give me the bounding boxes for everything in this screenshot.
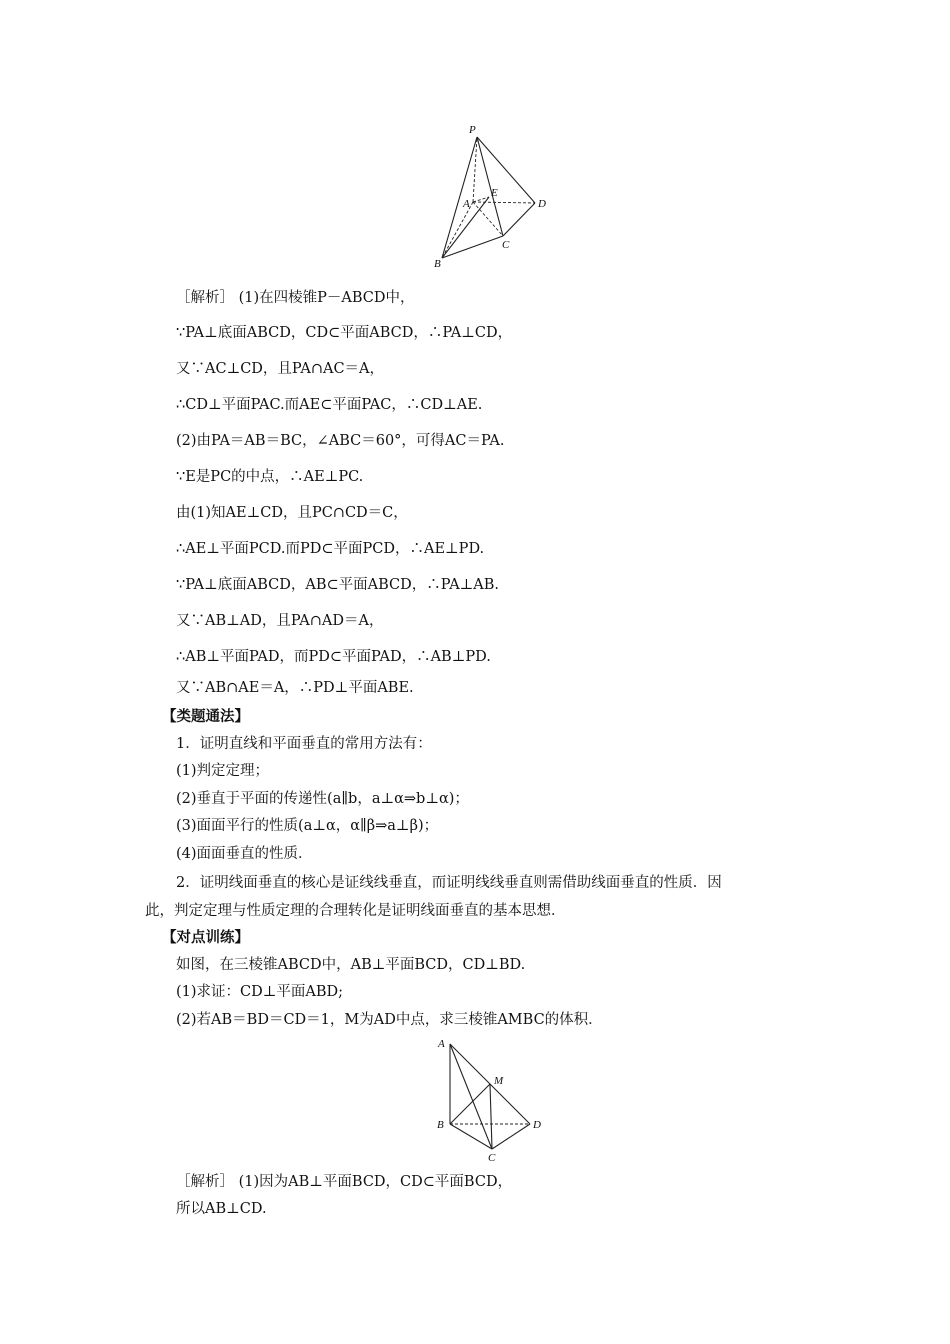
label-p: P xyxy=(469,124,476,136)
solution-line-9: ∵PA⊥底面ABCD，AB⊂平面ABCD，∴PA⊥AB. xyxy=(176,577,500,593)
method-line-4: (3)面面平行的性质(a⊥α，α∥β⇒a⊥β)； xyxy=(176,818,439,834)
label-b2: B xyxy=(437,1119,444,1131)
method-line-6: 2．证明线面垂直的核心是证线线垂直，而证明线线垂直则需借助线面垂直的性质．因 xyxy=(176,875,722,891)
solution-line-10: 又∵AB⊥AD，且PA∩AD＝A， xyxy=(176,613,384,629)
section-heading-practice: 【对点训练】 xyxy=(162,929,249,946)
label-d2: D xyxy=(533,1119,541,1131)
solution2-line-1: ［解析］ (1)因为AB⊥平面BCD，CD⊂平面BCD， xyxy=(176,1174,513,1190)
solution-line-4: ∴CD⊥平面PAC.而AE⊂平面PAC，∴CD⊥AE. xyxy=(176,397,483,413)
solution2-line-2: 所以AB⊥CD. xyxy=(176,1201,267,1217)
solution-line-12: 又∵AB∩AE＝A，∴PD⊥平面ABE. xyxy=(176,680,414,696)
label-a2: A xyxy=(438,1038,445,1050)
label-m: M xyxy=(494,1075,504,1087)
solution-line-6: ∵E是PC的中点，∴AE⊥PC. xyxy=(176,469,364,485)
method-line-7: 此，判定定理与性质定理的合理转化是证明线面垂直的基本思想． xyxy=(145,903,566,919)
method-line-5: (4)面面垂直的性质． xyxy=(176,846,313,862)
label-d: D xyxy=(538,198,546,210)
solution-line-1: ［解析］ (1)在四棱锥P－ABCD中， xyxy=(176,290,415,306)
label-e: E xyxy=(491,187,498,199)
label-c2: C xyxy=(488,1152,496,1164)
method-line-3: (2)垂直于平面的传递性(a∥b，a⊥α⇒b⊥α)； xyxy=(176,791,469,807)
practice-line-3: (2)若AB＝BD＝CD＝1，M为AD中点，求三棱锥AMBC的体积． xyxy=(176,1012,603,1028)
solution-line-8: ∴AE⊥平面PCD.而PD⊂平面PCD，∴AE⊥PD. xyxy=(176,541,485,557)
label-c: C xyxy=(502,239,510,251)
solution-line-11: ∴AB⊥平面PAD，而PD⊂平面PAD，∴AB⊥PD. xyxy=(176,649,491,665)
section-heading-methods: 【类题通法】 xyxy=(162,708,249,725)
solution-line-5: (2)由PA＝AB＝BC，∠ABC＝60°，可得AC＝PA. xyxy=(176,433,505,449)
practice-line-2: (1)求证：CD⊥平面ABD; xyxy=(176,984,344,1000)
label-a: A xyxy=(463,198,470,210)
solution-line-2: ∵PA⊥底面ABCD，CD⊂平面ABCD，∴PA⊥CD， xyxy=(176,325,513,341)
method-line-2: (1)判定定理； xyxy=(176,763,270,779)
solution-line-7: 由(1)知AE⊥CD，且PC∩CD＝C， xyxy=(176,505,408,521)
label-b: B xyxy=(434,258,441,270)
pyramid-figure xyxy=(425,122,565,272)
practice-line-1: 如图，在三棱锥ABCD中，AB⊥平面BCD，CD⊥BD. xyxy=(176,957,526,973)
method-line-1: 1．证明直线和平面垂直的常用方法有： xyxy=(176,736,432,752)
tetrahedron-figure xyxy=(430,1034,550,1164)
solution-line-3: 又∵AC⊥CD，且PA∩AC＝A， xyxy=(176,361,385,377)
